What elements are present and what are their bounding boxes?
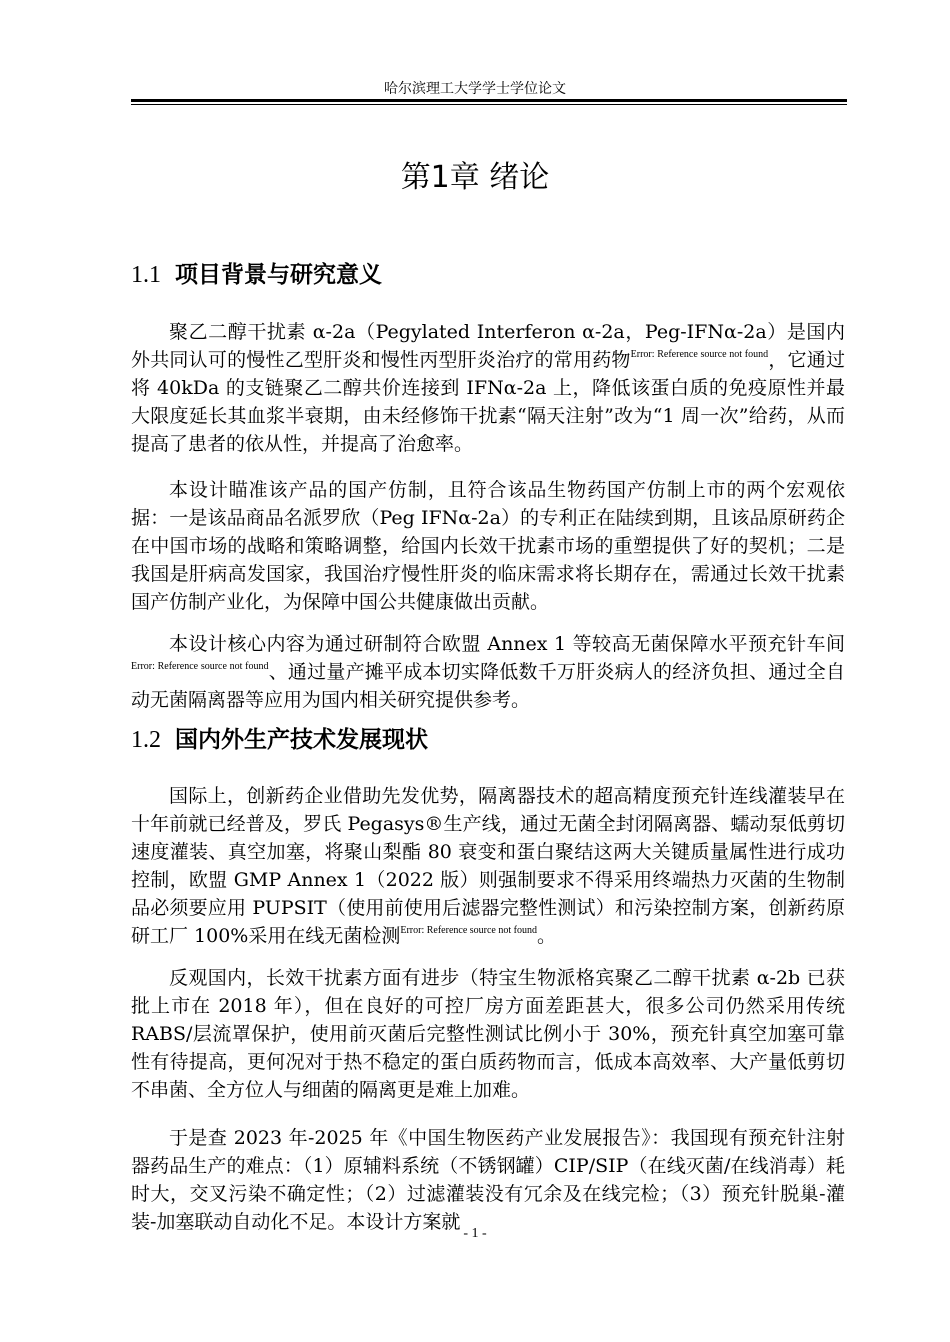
paragraph bbox=[131, 476, 845, 616]
citation-error: Error: Reference source not found bbox=[131, 661, 269, 672]
paragraph-text: 国际上，创新药企业借助先发优势，隔离器技术的超高精度预充针连线灌装早在十年前就已经普及，罗氏 Pegasys®生产线，通过无菌全封闭隔离器、蠕动泵低剪切速度灌装、真空加塞，将聚山梨酯 80 衰变和蛋白聚结这两大关键质量属性进行成功控制，欧盟 GMP Annex 1（2022 版）则强制要求不得采用终端热力灭菌的生物制品必须要应用 PUPSIT（使用前使用后滤器完整性测试）和污染控制方案，创新药原研工厂 100%采用在线无菌检测 bbox=[131, 785, 845, 947]
paragraph bbox=[131, 630, 845, 714]
header-rule-thick bbox=[131, 99, 847, 102]
paragraph bbox=[131, 318, 845, 458]
section-heading-1-1 bbox=[131, 256, 382, 289]
chapter-title: 第1章 绪论 bbox=[400, 160, 550, 195]
paragraph bbox=[131, 964, 845, 1104]
section-number: 1.1 bbox=[131, 262, 161, 288]
paragraph-text: ，它通过将 40kDa 的支链聚乙二醇共价连接到 IFNα-2a 上，降低该蛋白质的免疫原性并最大限度延长其血浆半衰期，由未经修饰干扰素“隔天注射”改为“1 周一次”给药，从而提高了患者的依从性，并提高了治愈率。 bbox=[131, 349, 845, 455]
citation-error: Error: Reference source not found bbox=[630, 349, 769, 360]
running-header: 哈尔滨理工大学学士学位论文 bbox=[384, 81, 566, 97]
section-title: 项目背景与研究意义 bbox=[175, 262, 382, 288]
paragraph-text: 。 bbox=[536, 925, 556, 947]
section-heading-1-2 bbox=[131, 721, 428, 754]
paragraph-text: 本设计瞄准该产品的国产仿制，且符合该品生物药国产仿制上市的两个宏观依据：一是该品商品名派罗欣（Peg IFNα-2a）的专利正在陆续到期，且该品原研药企在中国市场的战略和策略调整，给国内长效干扰素市场的重塑提供了好的契机；二是我国是肝病高发国家，我国治疗慢性肝炎的临床需求将长期存在，需通过长效干扰素国产仿制产业化，为保障中国公共健康做出贡献。 bbox=[131, 479, 845, 613]
section-title: 国内外生产技术发展现状 bbox=[175, 727, 428, 753]
paragraph bbox=[131, 1124, 845, 1236]
section-number: 1.2 bbox=[131, 727, 161, 753]
paragraph-text: 、通过量产摊平成本切实降低数千万肝炎病人的经济负担、通过全自动无菌隔离器等应用为国内相关研究提供参考。 bbox=[131, 661, 845, 711]
paragraph-text: 反观国内，长效干扰素方面有进步（特宝生物派格宾聚乙二醇干扰素 α-2b 已获批上市在 2018 年），但在良好的可控厂房方面差距甚大，很多公司仍然采用传统 RABS/层流罩保护，使用前灭菌后完整性测试比例小于 30%，预充针真空加塞可靠性有待提高，更何况对于热不稳定的蛋白质药物而言，低成本高效率、大产量低剪切不串菌、全方位人与细菌的隔离更是难上加难。 bbox=[131, 967, 845, 1101]
paragraph-text: 本设计核心内容为通过研制符合欧盟 Annex 1 等较高无菌保障水平预充针车间 bbox=[169, 633, 845, 655]
page-number: - 1 - bbox=[463, 1226, 487, 1241]
paragraph bbox=[131, 782, 845, 950]
citation-error: Error: Reference source not found bbox=[400, 925, 537, 936]
paragraph-text: 聚乙二醇干扰素 α-2a（Pegylated Interferon α-2a，Peg-IFNα-2a）是国内外共同认可的慢性乙型肝炎和慢性丙型肝炎治疗的常用药物 bbox=[131, 321, 845, 371]
header-rule-thin bbox=[131, 104, 847, 105]
paragraph-text: 于是查 2023 年-2025 年《中国生物医药产业发展报告》：我国现有预充针注射器药品生产的难点：（1）原辅料系统（不锈钢罐）CIP/SIP（在线灭菌/在线消毒）耗时大，交叉污染不确定性；（2）过滤灌装没有冗余及在线完检；（3）预充针脱巢-灌装-加塞联动自动化不足。本设计方案就 bbox=[131, 1127, 845, 1233]
